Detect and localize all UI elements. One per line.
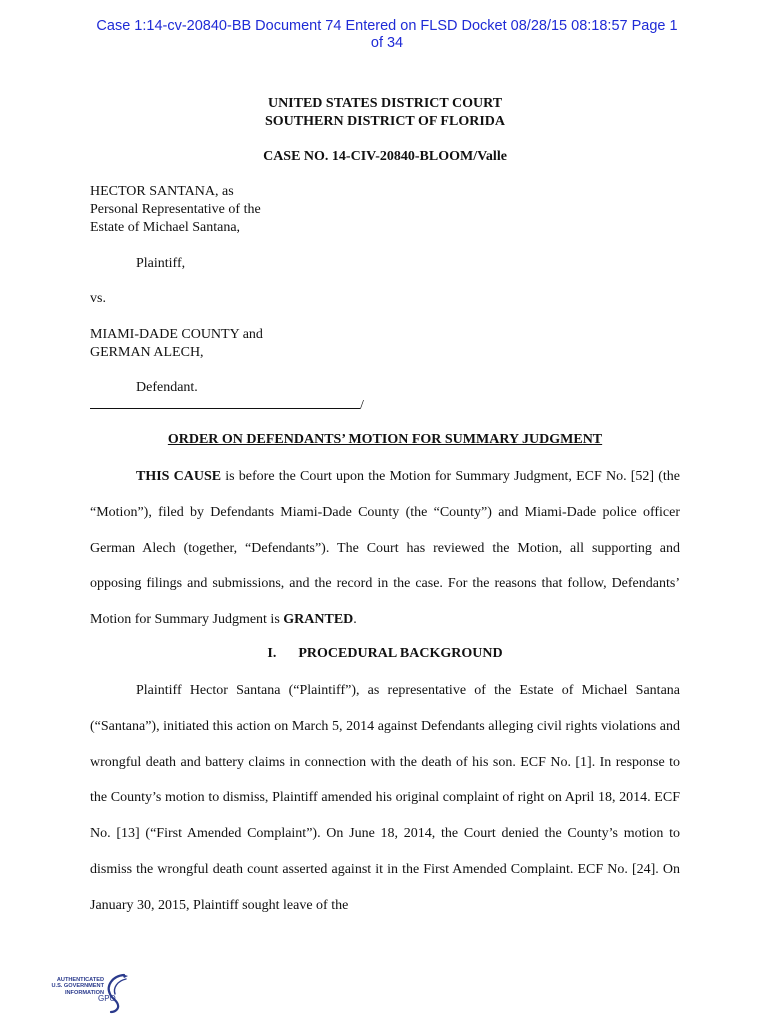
caption-rule-end: /	[360, 398, 364, 413]
plaintiff-role: Plaintiff,	[136, 256, 186, 271]
caption-rule-line	[90, 396, 360, 409]
plaintiff-line-3: Estate of Michael Santana,	[90, 220, 241, 235]
case-number: CASE NO. 14-CIV-20840-BLOOM/Valle	[263, 149, 507, 164]
gpo-mark: GPO	[98, 994, 116, 1003]
gpo-seal-line-3: INFORMATION	[64, 989, 104, 996]
versus: vs.	[90, 291, 106, 306]
section-heading	[0, 646, 770, 662]
plaintiff-line-2: Personal Representative of the	[90, 202, 261, 217]
intro-text: is before the Court upon the Motion for Summary Judgment, ECF No. [52] (the “Motion”), filed by Defendants Miami-Dade County (the “County”) and Miami-Dade police officer German Alech (together, “Defendants”). The Court has reviewed the Motion, all supporting and opposing filings and submissions, and the record in the case. For the reasons that follow, Defendants’ Motion for Summary Judgment is	[90, 469, 680, 628]
intro-end: .	[353, 612, 357, 628]
granted-text: GRANTED	[283, 612, 354, 628]
section-title: PROCEDURAL BACKGROUND	[298, 646, 503, 661]
plaintiff-caption	[90, 183, 261, 237]
background-text: Plaintiff Hector Santana (“Plaintiff”), as representative of the Estate of Michael Santana (“Santana”), initiated this action on March 5, 2014 against Defendants alleging civil rights violations and wrongful death and battery claims in connection with the death of his son. ECF No. [1]. In response to the County’s motion to dismiss, Plaintiff amended his original complaint of right on April 18, 2014. ECF No. [13] (“First Amended Complaint”). On June 18, 2014, the Court denied the County’s motion to dismiss the wrongful death count asserted against it in the First Amended Complaint. ECF No. [24]. On January 30, 2015, Plaintiff sought leave of the	[90, 683, 680, 913]
gpo-authentication-seal	[44, 972, 134, 1016]
docket-header-stamp	[40, 18, 734, 52]
defendant-role: Defendant.	[136, 380, 198, 395]
defendant-caption	[90, 326, 263, 362]
defendant-line-1: MIAMI-DADE COUNTY and	[90, 327, 263, 342]
gpo-seal-text	[44, 977, 104, 996]
eagle-icon	[102, 972, 130, 1014]
gpo-seal-line-1: AUTHENTICATED	[56, 977, 104, 983]
intro-paragraph	[90, 459, 680, 638]
gpo-seal-line-2: U.S. GOVERNMENT	[51, 983, 104, 990]
defendant-line-2: GERMAN ALECH,	[90, 345, 204, 360]
background-paragraph	[90, 673, 680, 924]
court-district: SOUTHERN DISTRICT OF FLORIDA	[265, 114, 505, 129]
section-number: I.	[267, 646, 277, 661]
docket-stamp-line-2: of 34	[370, 35, 404, 51]
intro-lead: THIS CAUSE	[136, 469, 222, 484]
caption-rule	[90, 396, 364, 414]
court-heading	[0, 95, 770, 131]
court-name: UNITED STATES DISTRICT COURT	[267, 96, 503, 111]
plaintiff-line-1: HECTOR SANTANA, as	[90, 184, 234, 199]
docket-stamp-line-1: Case 1:14-cv-20840-BB Document 74 Entered on FLSD Docket 08/28/15 08:18:57 Page 1	[96, 18, 678, 34]
order-title: ORDER ON DEFENDANTS’ MOTION FOR SUMMARY JUDGMENT	[167, 432, 603, 447]
